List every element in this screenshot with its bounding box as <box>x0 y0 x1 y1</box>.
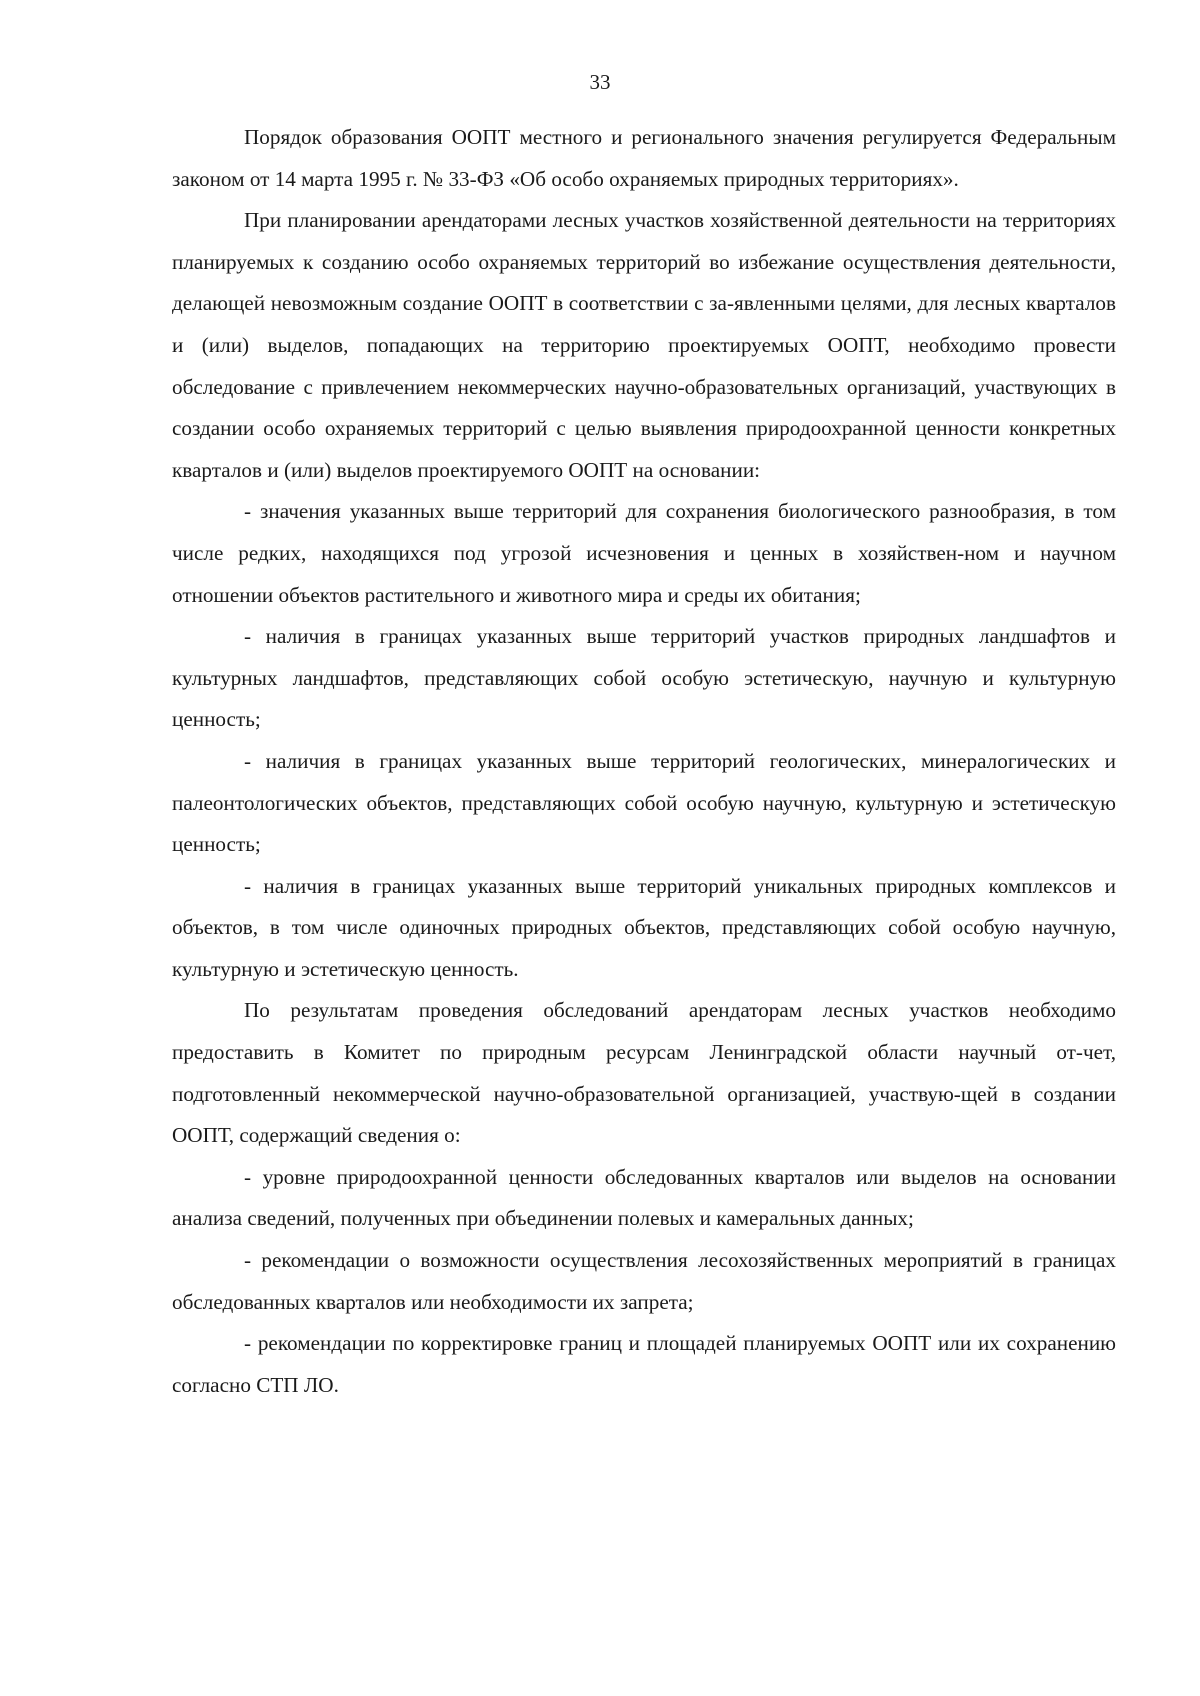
list-item-boundary-recommendations: - рекомендации по корректировке границ и площадей планируемых ООПТ или их сохранению согласно СТП ЛО. <box>172 1331 1116 1397</box>
list-item-forestry-recommendations: - рекомендации о возможности осуществления лесохозяйственных мероприятий в границах обследованных кварталов или необходимости их запрета; <box>172 1248 1116 1314</box>
list-item-conservation-value: - уровне природоохранной ценности обследованных кварталов или выделов на основании анализа сведений, полученных при объединении полевых и камеральных данных; <box>172 1164 1116 1231</box>
list-item-biodiversity: - значения указанных выше территорий для сохранения биологического разнообразия, в том числе редких, находящихся под угрозой исчезновения и ценных в хозяйствен-ном и научном отношении объектов растительного и животного мира и среды их обитания; <box>172 499 1116 607</box>
paragraph-legal-basis: Порядок образования ООПТ местного и регионального значения регулируется Федеральным законом от 14 марта 1995 г. № 33-ФЗ «Об особо охраняемых природных территориях». <box>172 125 1116 191</box>
page-number: 33 <box>589 70 611 94</box>
document-body <box>172 117 1116 1406</box>
paragraph-survey-report: По результатам проведения обследований арендаторам лесных участков необходимо предоставить в Комитет по природным ресурсам Ленинградской области научный от-чет, подготовленный некоммерческой научно-образовательной организацией, участвую-щей в создании ООПТ, содержащий сведения о: <box>172 998 1116 1148</box>
list-item-natural-complexes: - наличия в границах указанных выше территорий уникальных природных комплексов и объектов, в том числе одиночных природных объектов, представляющих собой особую научную, культурную и эстетическую ценность. <box>172 873 1116 981</box>
paragraph-survey-requirement: При планировании арендаторами лесных участков хозяйственной деятельности на территориях планируемых к созданию особо охраняемых территорий во избежание осуществления деятельности, делающей невозможным создание ООПТ в соответствии с за-явленными целями, для лесных кварталов и (или) выделов, попадающих на территорию проектируемых ООПТ, необходимо провести обследование с привлечением некоммерческих научно-образовательных организаций, участвующих в создании особо охраняемых территорий с целью выявления природоохранной ценности конкретных кварталов и (или) выделов проектируемого ООПТ на основании: <box>172 208 1116 482</box>
list-item-geological-objects: - наличия в границах указанных выше территорий геологических, минералогических и палеонтологических объектов, представляющих собой особую научную, культурную и эстетическую ценность; <box>172 748 1116 857</box>
list-item-landscapes: - наличия в границах указанных выше территорий участков природных ландшафтов и культурных ландшафтов, представляющих собой особую эстетическую, научную и культурную ценность; <box>172 624 1116 732</box>
